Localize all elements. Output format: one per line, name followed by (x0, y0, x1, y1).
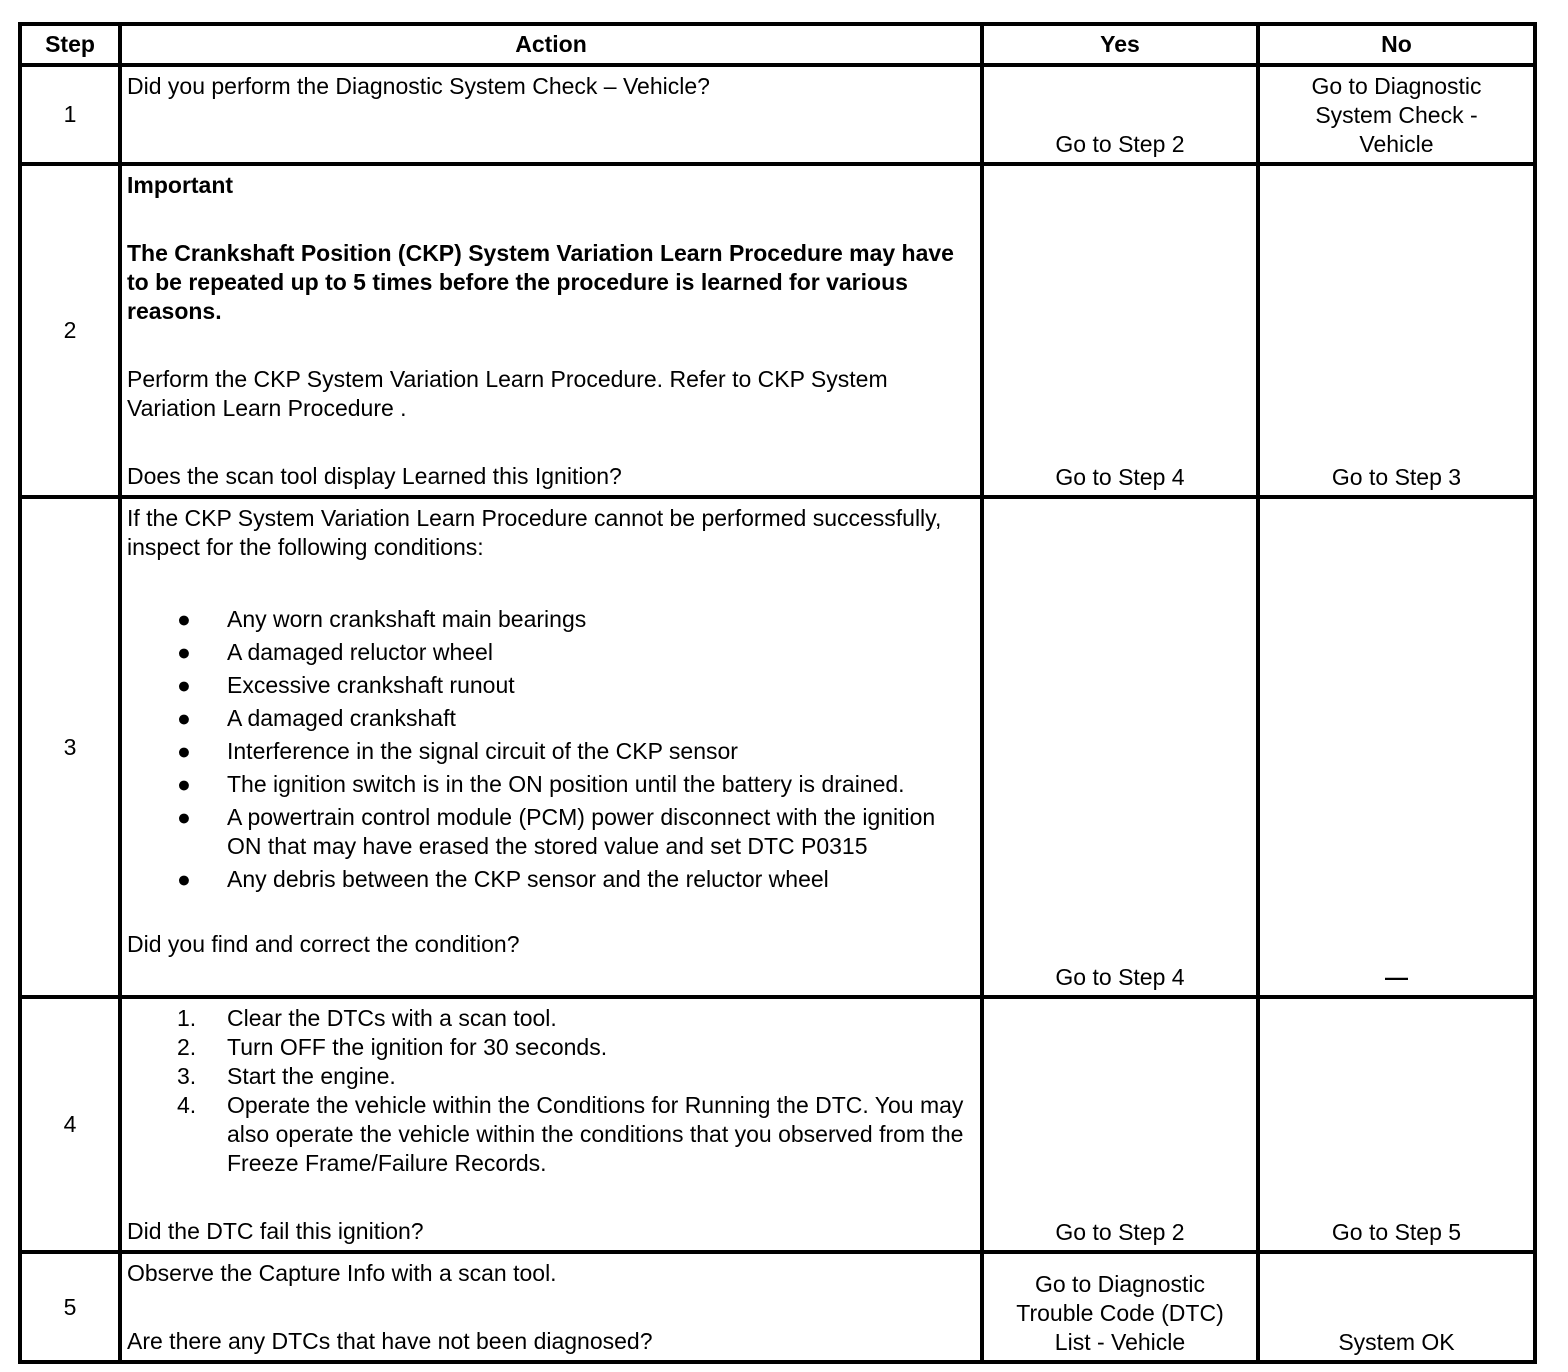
list-item: ● Any worn crankshaft main bearings (177, 606, 587, 632)
list-item: ● A powertrain control module (PCM) power disconnect with the ignition ON that may have erased the stored value and set DTC P0315 (177, 804, 936, 859)
yes-cell: Go to Step 4 (982, 497, 1258, 997)
list-item: ● Any debris between the CKP sensor and the reluctor wheel (177, 866, 829, 892)
bullet-icon: ● (177, 866, 191, 892)
no-cell: Go to Step 5 (1258, 997, 1535, 1252)
important-title: Important (127, 172, 234, 198)
question-text: Did you find and correct the condition? (127, 931, 520, 957)
list-item: 2. Turn OFF the ignition for 30 seconds. (177, 1034, 608, 1060)
procedure-list (127, 1004, 976, 1178)
bullet-icon: ● (177, 639, 191, 665)
table-row-step-2 (20, 164, 1535, 497)
diagnostic-table (18, 22, 1537, 1364)
step-number: 3 (20, 497, 120, 997)
step-number: 4 (20, 997, 120, 1252)
condition-list (127, 605, 976, 894)
action-cell (120, 65, 982, 164)
step-number: 1 (20, 65, 120, 164)
header-step: Step (20, 24, 120, 65)
list-item: ● A damaged crankshaft (177, 705, 456, 731)
list-item: 3. Start the engine. (177, 1063, 396, 1089)
bullet-icon: ● (177, 672, 191, 698)
step-number: 5 (20, 1252, 120, 1362)
question-text: Does the scan tool display Learned this Ignition? (127, 463, 622, 489)
table-row-step-4 (20, 997, 1535, 1252)
question-text: Did you perform the Diagnostic System Check – Vehicle? (127, 73, 710, 99)
header-yes: Yes (982, 24, 1258, 65)
action-cell (120, 497, 982, 997)
yes-cell: Go to Step 2 (982, 997, 1258, 1252)
bullet-icon: ● (177, 738, 191, 764)
question-text: Are there any DTCs that have not been diagnosed? (127, 1328, 653, 1354)
table-row-step-1 (20, 65, 1535, 164)
bullet-icon: ● (177, 606, 191, 632)
bullet-icon: ● (177, 705, 191, 731)
list-item: ● Interference in the signal circuit of the CKP sensor (177, 738, 738, 764)
list-item: 1. Clear the DTCs with a scan tool. (177, 1005, 557, 1031)
no-cell: — (1258, 497, 1535, 997)
no-cell: Go to Diagnostic System Check - Vehicle (1258, 65, 1535, 164)
instruction-text: Observe the Capture Info with a scan tool. (127, 1260, 557, 1286)
header-action: Action (120, 24, 982, 65)
bullet-icon: ● (177, 804, 191, 830)
yes-cell: Go to Step 4 (982, 164, 1258, 497)
table-row-step-5 (20, 1252, 1535, 1362)
list-item: ● Excessive crankshaft runout (177, 672, 515, 698)
important-text: The Crankshaft Position (CKP) System Variation Learn Procedure may have to be repeated up to 5 times before the procedure is learned for various reasons. (127, 240, 954, 324)
step-number: 2 (20, 164, 120, 497)
list-item: ● The ignition switch is in the ON position until the battery is drained. (177, 771, 905, 797)
list-item: ● A damaged reluctor wheel (177, 639, 493, 665)
action-cell (120, 164, 982, 497)
header-no: No (1258, 24, 1535, 65)
action-cell (120, 997, 982, 1252)
header-row (20, 24, 1535, 65)
yes-cell: Go to Step 2 (982, 65, 1258, 164)
action-cell (120, 1252, 982, 1362)
table-row-step-3 (20, 497, 1535, 997)
no-cell: System OK (1258, 1252, 1535, 1362)
intro-text: If the CKP System Variation Learn Procedure cannot be performed successfully, inspect for the following conditions: (127, 505, 942, 560)
question-text: Did the DTC fail this ignition? (127, 1218, 424, 1244)
instruction-text: Perform the CKP System Variation Learn Procedure. Refer to CKP System Variation Learn Procedure . (127, 366, 888, 421)
bullet-icon: ● (177, 771, 191, 797)
list-item: 4. Operate the vehicle within the Conditions for Running the DTC. You may also operate the vehicle within the conditions that you observed from the Freeze Frame/Failure Records. (177, 1092, 964, 1176)
no-cell: Go to Step 3 (1258, 164, 1535, 497)
yes-cell: Go to Diagnostic Trouble Code (DTC) List - Vehicle (982, 1252, 1258, 1362)
